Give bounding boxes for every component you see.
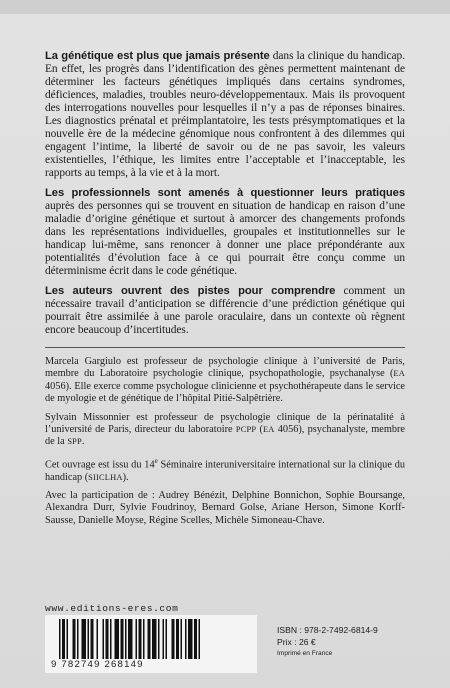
isbn-block: [277, 625, 378, 660]
intro-text: dans la clinique du handicap. En effet, les progrès dans l’identification des gènes permettent maintenant de déterminer les facteurs génétiques impliqués dans certains syndromes, déficiences, maladies, troubles neuro-développementaux. Mais ils provoquent des interrogations nouvelles pour lesquelles il n’y a pas de réponses binaires. Les diagnostics prénatal et préimplantatoire, les tests présymptomatiques et la nouvelle ère de la médecine génomique nous confrontent à des dilemmes qui engagent l’intime, la liberté de savoir ou de ne pas savoir, les valeurs existentielles, l’éthique, les limites entre l’acceptable et l’inacceptable, les rapports au temps, à la vie et à la mort.: [45, 50, 405, 179]
separator-line: [45, 347, 405, 348]
professionals-text: auprès des personnes qui se trouvent en situation de handicap en raison d’une maladie d’origine génétique et surtout à amorcer des changements profonds dans les représentations individuelles, groupales et institutionnelles sur le handicap lui-même, sans renoncer à donner une place prépondérante aux potentialités d’évolution face à ce qui pourrait être conçu comme un déterminisme écrit dans le code génétique.: [45, 200, 405, 277]
bio-gargiulo-text-2: 4056). Elle exerce comme psychologue clinicienne et psychothérapeute dans le service de myologie et de génétique de l’hôpital Pitié-Salpêtrière.: [45, 380, 405, 405]
barcode-bar: [103, 619, 105, 659]
barcode-bar: [194, 619, 197, 659]
barcode-bar: [158, 619, 160, 659]
professionals-paragraph: [45, 187, 405, 278]
authors-paragraph: [45, 285, 405, 337]
barcode-bar: [106, 619, 109, 659]
price-text: Prix : 26 €: [277, 636, 316, 647]
authors-lead: Les auteurs ouvrent des pistes pour comprendre: [45, 285, 336, 297]
barcode-bars: [59, 619, 245, 659]
barcode-bar: [128, 619, 133, 659]
barcode-bar: [121, 619, 124, 659]
barcode-bar: [143, 619, 145, 659]
bio-missonnier-text-4: .: [81, 436, 85, 448]
seminar-sc-1: SIICLHA: [88, 472, 123, 482]
seminar-text-1: Cet ouvrage est issu du 14: [45, 459, 155, 471]
barcode-bar: [82, 619, 87, 659]
seminar-text-3: ).: [122, 471, 129, 483]
isbn-text: ISBN : 978-2-7492-6814-9: [277, 625, 378, 635]
barcode-bar: [188, 619, 193, 659]
barcode-bar: [73, 619, 76, 659]
bio-missonnier-text-3: 4056), psychanalyste, membre de la: [45, 424, 405, 448]
bio-missonnier-sc-3: SPP: [67, 437, 82, 447]
printed-in-text: Imprimé en France: [277, 650, 333, 658]
barcode-bar: [77, 619, 79, 659]
barcode-bar: [139, 619, 142, 659]
bio-gargiulo: [45, 356, 405, 406]
bio-missonnier: [45, 412, 405, 449]
barcode-bar: [115, 619, 120, 659]
barcode-bar: [166, 619, 168, 659]
barcode-bar: [181, 619, 183, 659]
barcode-bar: [136, 619, 138, 659]
bio-gargiulo-sc-1: EA: [393, 369, 405, 379]
barcode-bar: [176, 619, 179, 659]
bio-gargiulo-text-1: Marcela Gargiulo est professeur de psychologie clinique à l’université de Paris, membre du Laboratoire psychologie clinique, psychopathologie, psychanalyse (: [45, 356, 405, 380]
bio-missonnier-text-1: Sylvain Missonnier est professeur de psychologie clinique de la périnatalité à l’université de Paris, directeur du laboratoire: [45, 411, 405, 436]
barcode-bar: [110, 619, 112, 659]
barcode-bar: [163, 619, 165, 659]
seminar-sup: e: [154, 456, 158, 465]
participants-list: Avec la participation de : Audrey Bénézit, Delphine Bonnichon, Sophie Boursange, Alexandra Durr, Sylvie Foudrinoy, Bernard Golse, Ariane Herson, Simone Korff-Sausse, Danielle Moyse, Régine Scelles, Michèle Simoneau-Chave.: [45, 490, 405, 526]
barcode-bar: [185, 619, 187, 659]
barcode: [45, 615, 257, 673]
barcode-bar: [67, 619, 69, 659]
publisher-website[interactable]: www.editions-eres.com: [45, 603, 179, 614]
barcode-bar: [172, 619, 175, 659]
barcode-bar: [125, 619, 127, 659]
barcode-bar: [148, 619, 151, 659]
professionals-lead: Les professionnels sont amenés à questionner leurs pratiques: [45, 187, 405, 199]
seminar-text-2: Séminaire interuniversitaire international sur la clinique du handicap (: [45, 459, 405, 483]
blurb-content: [45, 50, 405, 533]
intro-lead: La génétique est plus que jamais présente: [45, 50, 270, 62]
barcode-bar: [199, 619, 201, 659]
top-strip: [0, 0, 450, 14]
bio-missonnier-text-2: (: [256, 424, 263, 436]
barcode-bar: [152, 619, 157, 659]
bio-missonnier-sc-2: EA: [262, 425, 275, 435]
barcode-bar: [97, 619, 99, 659]
barcode-bar: [62, 619, 65, 659]
intro-paragraph: [45, 50, 405, 180]
barcode-bar: [91, 619, 94, 659]
bio-missonnier-sc-1: PCPP: [235, 425, 257, 435]
seminar-note: [45, 455, 405, 484]
barcode-bar: [59, 619, 61, 659]
barcode-bar: [88, 619, 90, 659]
authors-text: comment un nécessaire travail d’anticipation se différencie d’une prédiction génétique qui pourrait être assimilée à une parole oraculaire, dans un contexte où règnent encore beaucoup d’incertitudes.: [45, 285, 405, 336]
barcode-digits: 9 782749 268149: [51, 659, 144, 670]
